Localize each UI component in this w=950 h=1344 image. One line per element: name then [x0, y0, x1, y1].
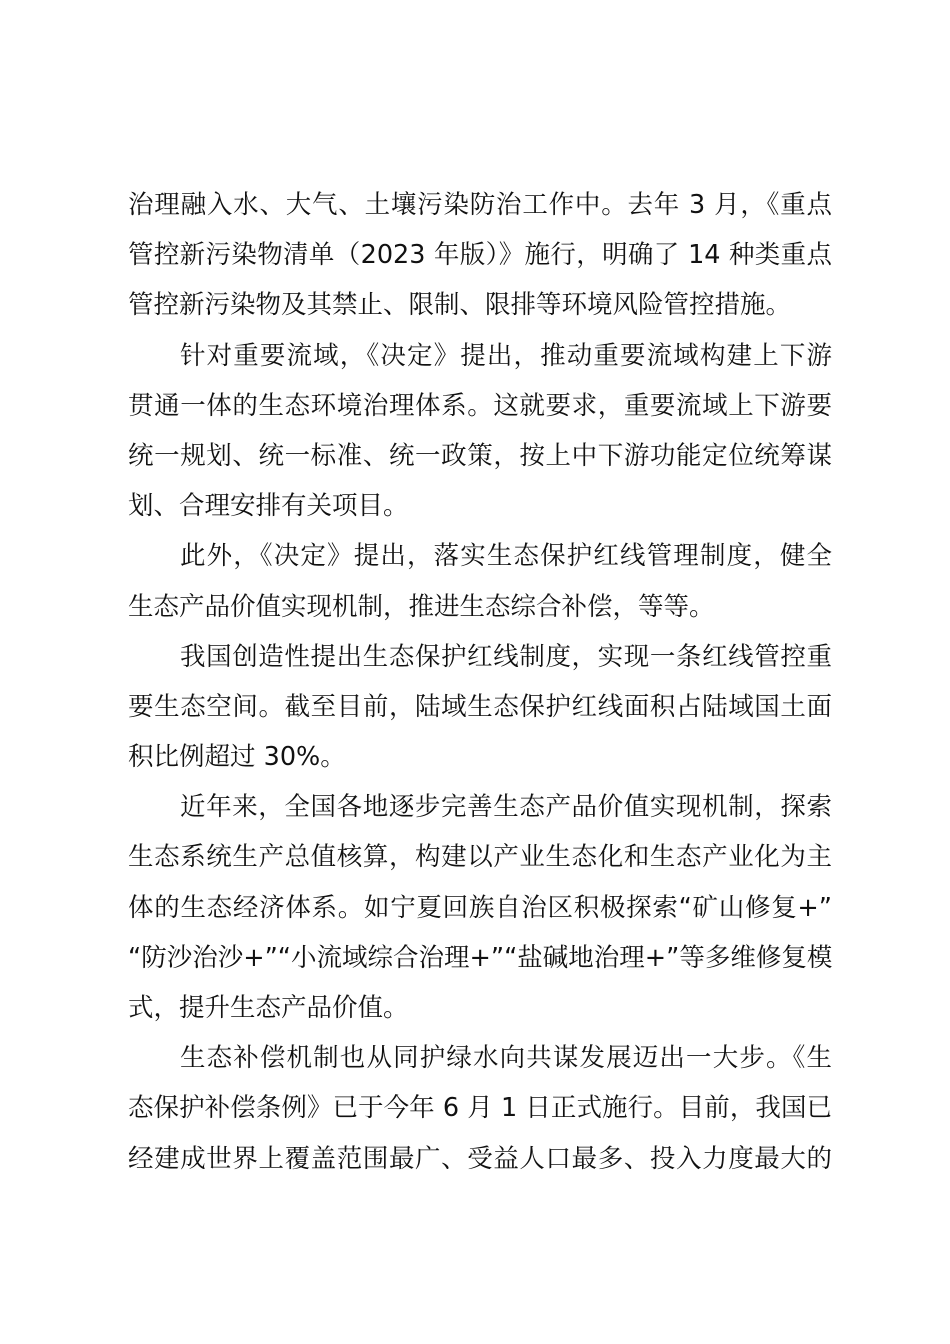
paragraph — [128, 1040, 832, 1191]
text-line: 管控新污染物及其禁止、限制、限排等环境风险管控措施。 — [128, 290, 792, 321]
text-line: 积比例超过 30%。 — [128, 742, 346, 773]
text-line: 生态补偿机制也从同护绿水向共谋发展迈出一大步。《生 — [180, 1043, 832, 1074]
text-line: 经建成世界上覆盖范围最广、受益人口最多、投入力度最大的 — [128, 1143, 832, 1174]
text-line: 贯通一体的生态环境治理体系。这就要求，重要流域上下游要 — [128, 390, 832, 421]
text-line: 统一规划、统一标准、统一政策，按上中下游功能定位统筹谋 — [128, 440, 832, 471]
text-line: 管控新污染物清单（2023 年版）》施行，明确了 14 种类重点 — [128, 240, 832, 271]
text-line: “防沙治沙+”“小流域综合治理+”“盐碱地治理+”等多维修复模 — [128, 942, 833, 973]
text-line: 近年来，全国各地逐步完善生态产品价值实现机制，探索 — [180, 792, 832, 823]
text-line: 治理融入水、大气、土壤污染防治工作中。去年 3 月，《重点 — [128, 190, 832, 220]
paragraph — [128, 338, 832, 539]
paragraph — [128, 187, 832, 338]
text-line: 此外，《决定》提出，落实生态保护红线管理制度，健全 — [180, 541, 832, 572]
text-line: 要生态空间。截至目前，陆域生态保护红线面积占陆域国土面 — [128, 691, 832, 722]
document-body — [128, 187, 832, 1191]
text-line: 针对重要流域，《决定》提出，推动重要流域构建上下游 — [180, 340, 832, 371]
paragraph — [128, 538, 832, 638]
text-line: 划、合理安排有关项目。 — [128, 491, 409, 522]
text-line: 生态产品价值实现机制，推进生态综合补偿，等等。 — [128, 591, 715, 622]
text-line: 体的生态经济体系。如宁夏回族自治区积极探索“矿山修复+” — [128, 892, 832, 923]
text-line: 式，提升生态产品价值。 — [128, 993, 409, 1023]
text-line: 态保护补偿条例》已于今年 6 月 1 日正式施行。目前，我国已 — [128, 1093, 832, 1124]
paragraph — [128, 789, 832, 1040]
paragraph — [128, 639, 832, 790]
text-line: 我国创造性提出生态保护红线制度，实现一条红线管控重 — [180, 641, 832, 672]
text-line: 生态系统生产总值核算，构建以产业生态化和生态产业化为主 — [128, 842, 832, 873]
